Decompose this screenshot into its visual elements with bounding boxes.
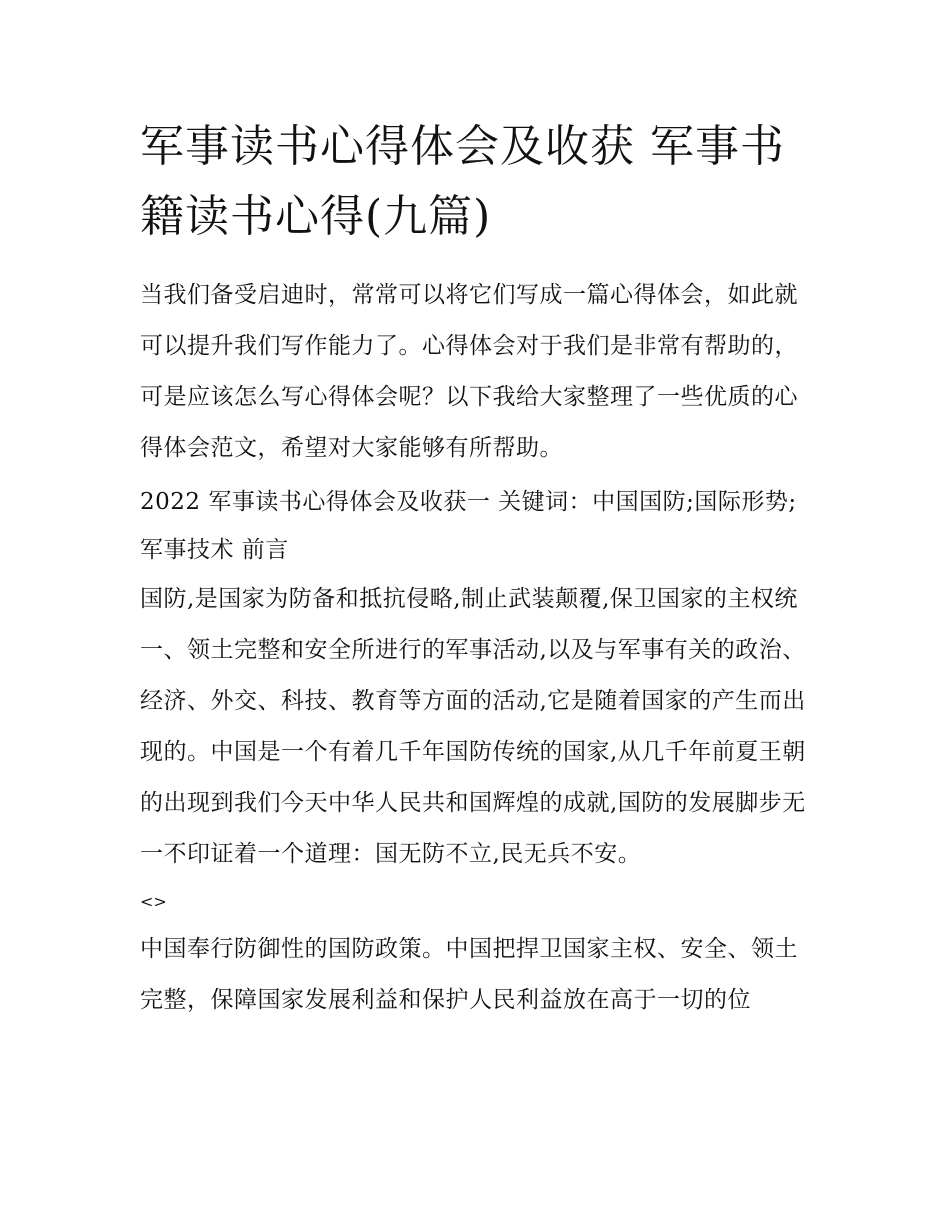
placeholder-marker: <> <box>140 892 167 911</box>
intro-paragraph: 当我们备受启迪时，常常可以将它们写成一篇心得体会，如此就可以提升我们写作能力了。心得体会对于我们是非常有帮助的，可是应该怎么写心得体会呢？以下我给大家整理了一些优质的心得体会范文，希望对大家能够有所帮助。 <box>140 282 798 461</box>
document-page <box>140 112 812 1026</box>
document-title: 军事读书心得体会及收获 军事书籍读书心得(九篇) <box>140 121 785 242</box>
section-heading: 2022 军事读书心得体会及收获一 关键词：中国国防;国际形势;军事技术 前言 <box>140 489 797 563</box>
body-paragraph-1: 国防,是国家为防备和抵抗侵略,制止武装颠覆,保卫国家的主权统一、领土完整和安全所进行的军事活动,以及与军事有关的政治、经济、外交、科技、教育等方面的活动,它是随着国家的产生而出现的。中国是一个有着几千年国防传统的国家,从几千年前夏王朝的出现到我们今天中华人民共和国辉煌的成就,国防的发展脚步无一不印证着一个道理：国无防不立,民无兵不安。 <box>140 586 806 867</box>
body-paragraph-2: 中国奉行防御性的国防政策。中国把捍卫国家主权、安全、领土完整，保障国家发展利益和保护人民利益放在高于一切的位 <box>140 936 798 1013</box>
